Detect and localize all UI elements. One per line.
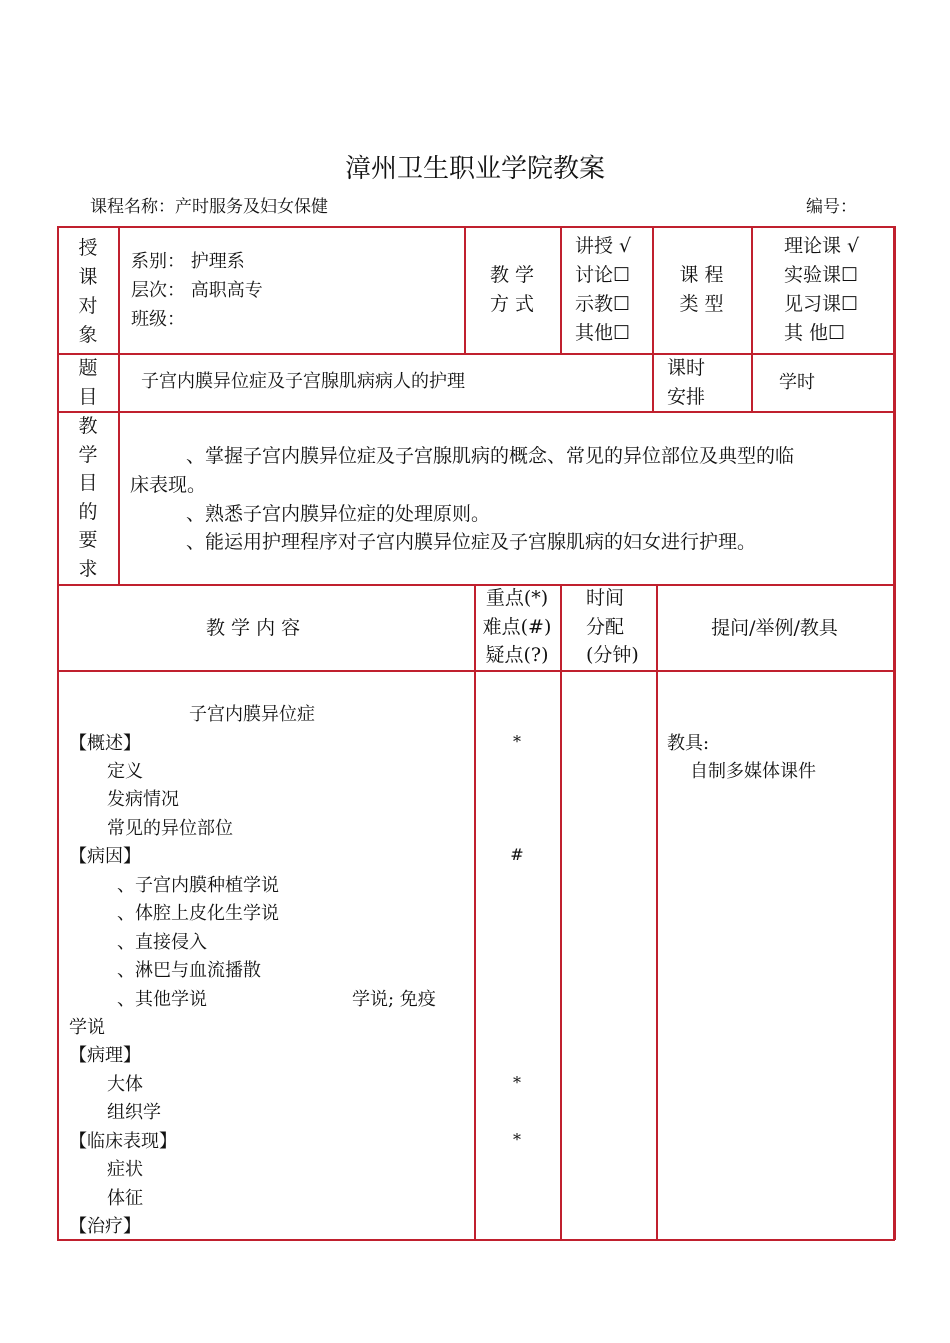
objective-3: 、能运用护理程序对子宫内膜异位症及子宫腺肌病的妇女进行护理。 xyxy=(186,531,757,553)
objective-1-cont: 床表现。 xyxy=(130,474,207,496)
list-item: 症状 xyxy=(107,1159,143,1180)
key-mark: * xyxy=(513,1130,521,1149)
list-item: 常见的异位部位 xyxy=(107,818,233,839)
list-item: 、子宫内膜种植学说 xyxy=(117,875,279,896)
hours-label: 课时 安排 xyxy=(667,357,706,408)
notes-header: 提问/举例/教具 xyxy=(711,617,838,639)
list-item-cont: 学说 xyxy=(69,1017,105,1038)
content-header: 教 学 内 容 xyxy=(206,617,301,639)
list-item-cont: 学说; 免疫 xyxy=(352,989,436,1010)
time-header: 时间 分配 (分钟) xyxy=(586,587,639,666)
section-pathology: 【病理】 xyxy=(69,1045,141,1066)
teaching-aids-value: 自制多媒体课件 xyxy=(690,761,816,782)
topic: 子宫内膜异位症及子宫腺肌病病人的护理 xyxy=(141,371,465,392)
key-points-header: 重点(*) 难点(#) 疑点(?) xyxy=(482,587,552,666)
document-title: 漳州卫生职业学院教案 xyxy=(344,154,605,184)
key-mark: * xyxy=(513,732,521,751)
topic-label: 题 目 xyxy=(78,357,98,408)
list-item: 、体腔上皮化生学说 xyxy=(117,903,279,924)
list-item: 、直接侵入 xyxy=(117,932,207,953)
objective-2: 、熟悉子宫内膜异位症的处理原则。 xyxy=(186,503,491,525)
difficulty-mark: # xyxy=(510,845,524,864)
list-item: 组织学 xyxy=(107,1102,161,1123)
class-field: 班级： xyxy=(131,309,185,330)
department: 系别： 护理系 xyxy=(131,251,245,272)
key-mark: * xyxy=(513,1073,521,1092)
objective-1: 、掌握子宫内膜异位症及子宫腺肌病的概念、常见的异位部位及典型的临 xyxy=(186,445,795,467)
teaching-method-label: 教 学 方 式 xyxy=(489,264,535,315)
objectives-label: 教 学 目 的 要 求 xyxy=(78,415,98,580)
course-name: 课程名称：产时服务及妇女保健 xyxy=(90,197,328,217)
course-type-options: 理论课 √ 实验课☐ 见习课☐ 其 他☐ xyxy=(784,235,860,344)
section-overview: 【概述】 xyxy=(69,733,141,754)
list-item: 发病情况 xyxy=(107,789,179,810)
list-item: 、其他学说 xyxy=(117,989,207,1010)
section-clinical: 【临床表现】 xyxy=(69,1131,177,1152)
list-item: 定义 xyxy=(107,761,143,782)
document-number: 编号： xyxy=(806,197,857,217)
teaching-aids-label: 教具: xyxy=(667,733,710,754)
section-treatment: 【治疗】 xyxy=(69,1216,141,1237)
teaching-method-options: 讲授 √ 讨论☐ 示教☐ 其他☐ xyxy=(575,235,632,344)
list-item: 、淋巴与血流播散 xyxy=(117,960,261,981)
section-etiology: 【病因】 xyxy=(69,846,141,867)
list-item: 体征 xyxy=(107,1188,143,1209)
hours-value: 学时 xyxy=(779,372,815,393)
audience-label: 授 课 对 象 xyxy=(78,237,98,346)
course-type-label: 课 程 类 型 xyxy=(679,264,724,315)
content-heading: 子宫内膜异位症 xyxy=(189,704,315,725)
level: 层次： 高职高专 xyxy=(131,280,263,301)
list-item: 大体 xyxy=(107,1074,143,1095)
